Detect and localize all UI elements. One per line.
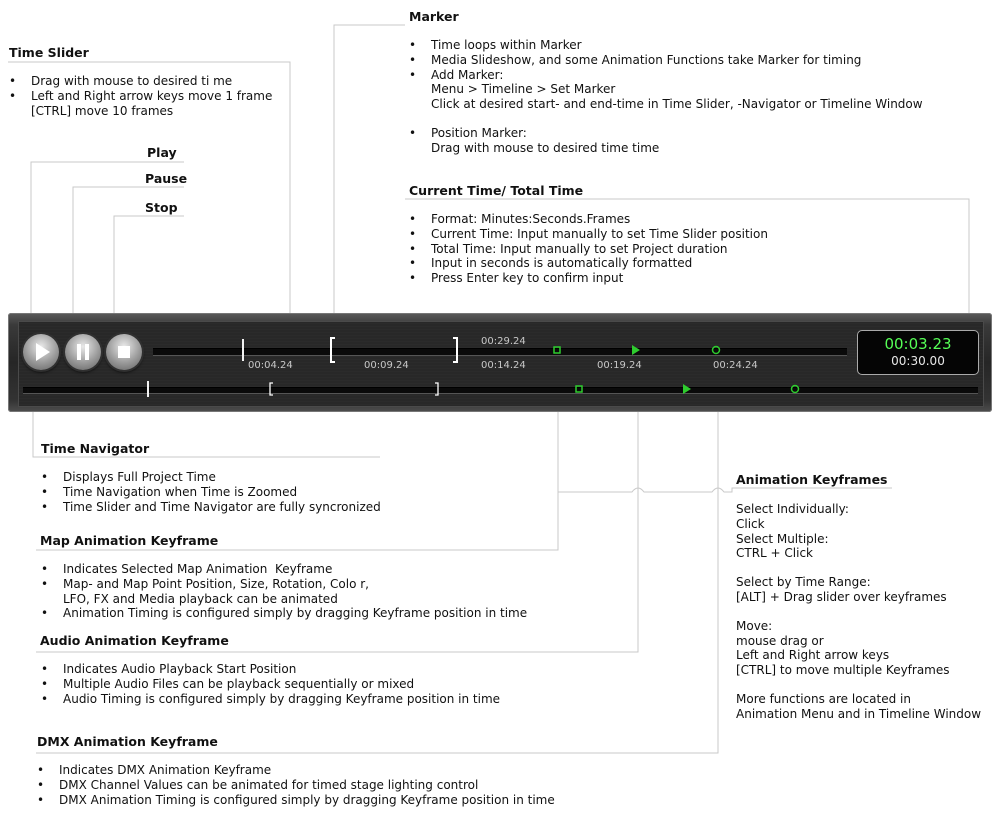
time-slider-title: Time Slider (9, 45, 89, 60)
time-title: Current Time/ Total Time (409, 183, 584, 198)
animation-keyframes-title: Animation Keyframes (736, 472, 888, 487)
dmx-keyframe-description (37, 763, 555, 807)
player-inner (18, 321, 984, 407)
list-item: • Map- and Map Point Position, Size, Rotation, Colo r, LFO, FX and Media playback can be animated (41, 577, 527, 607)
list-item: • Left and Right arrow keys move 1 frame [CTRL] move 10 frames (9, 89, 272, 119)
navigator-dmx-keyframe[interactable] (790, 384, 800, 394)
play-title: Play (147, 145, 177, 160)
list-item: • Audio Timing is configured simply by dragging Keyframe position in time (41, 692, 500, 707)
text-block: More functions are located in Animation Menu and in Timeline Window (736, 691, 982, 721)
tick-label: 00:19.24 (597, 360, 642, 371)
time-navigator-title: Time Navigator (41, 441, 150, 456)
time-display (857, 330, 979, 375)
list-item: • Press Enter key to confirm input (409, 271, 768, 286)
time-navigator-track[interactable] (23, 387, 978, 394)
audio-keyframe-description (41, 662, 500, 706)
list-item: • Media Slideshow, and some Animation Functions take Marker for timing (409, 53, 923, 68)
time-slider-description (9, 74, 272, 118)
navigator-marker-end[interactable] (434, 382, 439, 396)
tick-label: 00:24.24 (713, 360, 758, 371)
pause-title: Pause (145, 171, 188, 186)
time-navigator-description (41, 470, 381, 514)
list-item: • Time Slider and Time Navigator are fully syncronized (41, 500, 381, 515)
list-item: • Multiple Audio Files can be playback sequentially or mixed (41, 677, 500, 692)
dmx-keyframe[interactable] (711, 345, 721, 355)
stop-icon (106, 334, 142, 370)
map-keyframe-title: Map Animation Keyframe (40, 533, 219, 548)
marker-end-bracket[interactable] (451, 337, 459, 363)
stop-button[interactable] (106, 334, 142, 370)
navigator-audio-keyframe[interactable] (682, 384, 692, 394)
navigator-marker-start[interactable] (269, 382, 274, 396)
list-item: • Position Marker: Drag with mouse to desired time time (409, 126, 923, 156)
audio-keyframe[interactable] (631, 345, 641, 355)
time-navigator-thumb[interactable] (147, 381, 149, 397)
current-time-input[interactable]: 00:03.23 (884, 335, 952, 353)
list-item: • DMX Channel Values can be animated for timed stage lighting control (37, 778, 555, 793)
play-button[interactable] (23, 334, 59, 370)
list-item: • Displays Full Project Time (41, 470, 381, 485)
marker-start-bracket[interactable] (329, 337, 337, 363)
total-time-input[interactable]: 00:30.00 (891, 354, 945, 368)
marker-end-time-label: 00:29.24 (481, 336, 526, 347)
list-item: • Indicates Selected Map Animation Keyframe (41, 562, 527, 577)
list-item: • Time loops within Marker (409, 38, 923, 53)
list-item: • Format: Minutes:Seconds.Frames (409, 212, 768, 227)
time-slider-thumb[interactable] (242, 339, 244, 361)
stop-title: Stop (145, 200, 178, 215)
list-item: • Indicates Audio Playback Start Position (41, 662, 500, 677)
marker-description (409, 38, 923, 156)
timeline-player (8, 313, 992, 412)
list-item: • Time Navigation when Time is Zoomed (41, 485, 381, 500)
list-item: • Drag with mouse to desired ti me (9, 74, 272, 89)
text-block: Move: mouse drag or Left and Right arrow keys [CTRL] to move multiple Keyframes (736, 618, 950, 678)
list-item: • Animation Timing is configured simply by dragging Keyframe position in time (41, 606, 527, 621)
list-item: • Total Time: Input manually to set Project duration (409, 242, 768, 257)
dmx-keyframe-title: DMX Animation Keyframe (37, 734, 218, 749)
tick-label: 00:14.24 (481, 360, 526, 371)
navigator-map-keyframe[interactable] (575, 385, 583, 393)
list-item: • Indicates DMX Animation Keyframe (37, 763, 555, 778)
text-block: Select by Time Range: [ALT] + Drag slider over keyframes (736, 575, 947, 604)
animation-keyframes-description (736, 502, 981, 722)
list-item: • Current Time: Input manually to set Time Slider position (409, 227, 768, 242)
pause-button[interactable] (65, 334, 101, 370)
tick-label: 00:09.24 (364, 360, 409, 371)
text-block: Select Individually: Click Select Multiple: CTRL + Click (736, 502, 849, 561)
list-item: • Add Marker: Menu > Timeline > Set Marker Click at desired start- and end-time in Time Slider, -Navigator or Timeline Window (409, 68, 923, 112)
marker-title: Marker (409, 9, 459, 24)
time-slider-track[interactable] (153, 348, 847, 356)
tick-label: 00:04.24 (248, 360, 293, 371)
time-description (409, 212, 768, 286)
list-item: • Input in seconds is automatically formatted (409, 256, 768, 271)
play-icon (23, 334, 59, 370)
list-item: • DMX Animation Timing is configured simply by dragging Keyframe position in time (37, 793, 555, 808)
pause-icon (65, 334, 101, 370)
audio-keyframe-title: Audio Animation Keyframe (40, 633, 229, 648)
map-keyframe[interactable] (553, 346, 561, 354)
map-keyframe-description (41, 562, 527, 621)
